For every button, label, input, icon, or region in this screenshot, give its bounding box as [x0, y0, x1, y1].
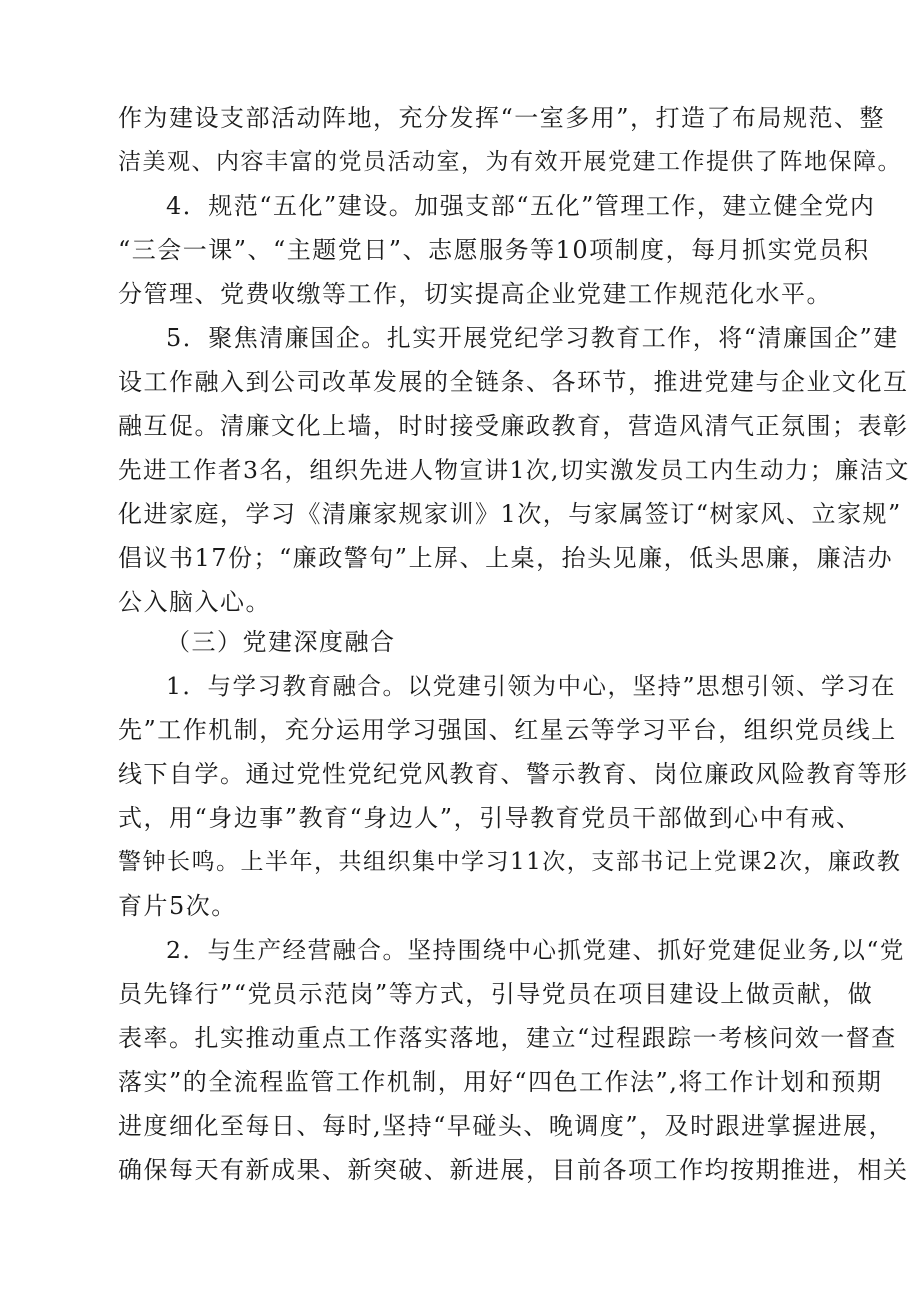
- text-line: 倡议书17份；“廉政警句”上屏、上桌，抬头见廉，低头思廉，廉洁办: [118, 544, 894, 572]
- text-line: 育片5次。: [118, 892, 237, 920]
- text-line: 式，用“身边事”教育“身边人”，引导教育党员干部做到心中有戒、: [118, 804, 862, 832]
- text-line: 2．与生产经营融合。坚持围绕中心抓党建、抓好党建促业务,以“党: [166, 936, 905, 964]
- text-line: 警钟长鸣。上半年，共组织集中学习11次，支部书记上党课2次，廉政教: [118, 849, 902, 875]
- text-line: 先”工作机制，充分运用学习强国、红星云等学习平台，组织党员线上: [118, 716, 897, 744]
- text-line: 洁美观、内容丰富的党员活动室，为有效开展党建工作提供了阵地保障。: [118, 149, 902, 175]
- text-line: 设工作融入到公司改革发展的全链条、各环节，推进党建与企业文化互: [118, 368, 909, 396]
- text-line: 分管理、党费收缴等工作，切实提高企业党建工作规范化水平。: [118, 280, 832, 308]
- section-heading: （三）党建深度融合: [166, 628, 396, 656]
- text-line: 员先锋行”“党员示范岗”等方式，引导党员在项目建设上做贡献，做: [118, 980, 874, 1008]
- text-line: 线下自学。通过党性党纪党风教育、警示教育、岗位廉政风险教育等形: [118, 760, 909, 788]
- text-line: 1．与学习教育融合。以党建引领为中心，坚持”思想引领、学习在: [166, 672, 896, 700]
- text-line: 进度细化至每日、每时,坚持“早碰头、晚调度”，及时跟进掌握进展，: [118, 1112, 895, 1140]
- text-line: 表率。扎实推动重点工作落实落地，建立“过程跟踪一考核问效一督查: [118, 1024, 897, 1052]
- text-line: 先进工作者3名，组织先进人物宣讲1次,切实激发员工内生动力；廉洁文: [118, 456, 910, 484]
- text-line: 融互促。清廉文化上墙，时时接受廉政教育，营造风清气正氛围；表彰: [118, 412, 909, 440]
- text-line: 确保每天有新成果、新突破、新进展，目前各项工作均按期推进，相关: [118, 1156, 909, 1184]
- text-line: “三会一课”、“主题党日”、志愿服务等10项制度，每月抓实党员积: [118, 236, 870, 264]
- text-line: 落实”的全流程监管工作机制，用好“四色工作法”,将工作计划和预期: [118, 1068, 883, 1096]
- text-line: 化进家庭，学习《清廉家规家训》1次，与家属签订“树家风、立家规”: [118, 500, 902, 528]
- text-line: 5．聚焦清廉国企。扎实开展党纪学习教育工作，将“清廉国企”建: [166, 324, 899, 352]
- text-line: 公入脑入心。: [118, 588, 271, 616]
- text-line: 作为建设支部活动阵地，充分发挥“一室多用”，打造了布局规范、整: [118, 104, 886, 132]
- text-line: 4．规范“五化”建设。加强支部“五化”管理工作，建立健全党内: [166, 192, 876, 220]
